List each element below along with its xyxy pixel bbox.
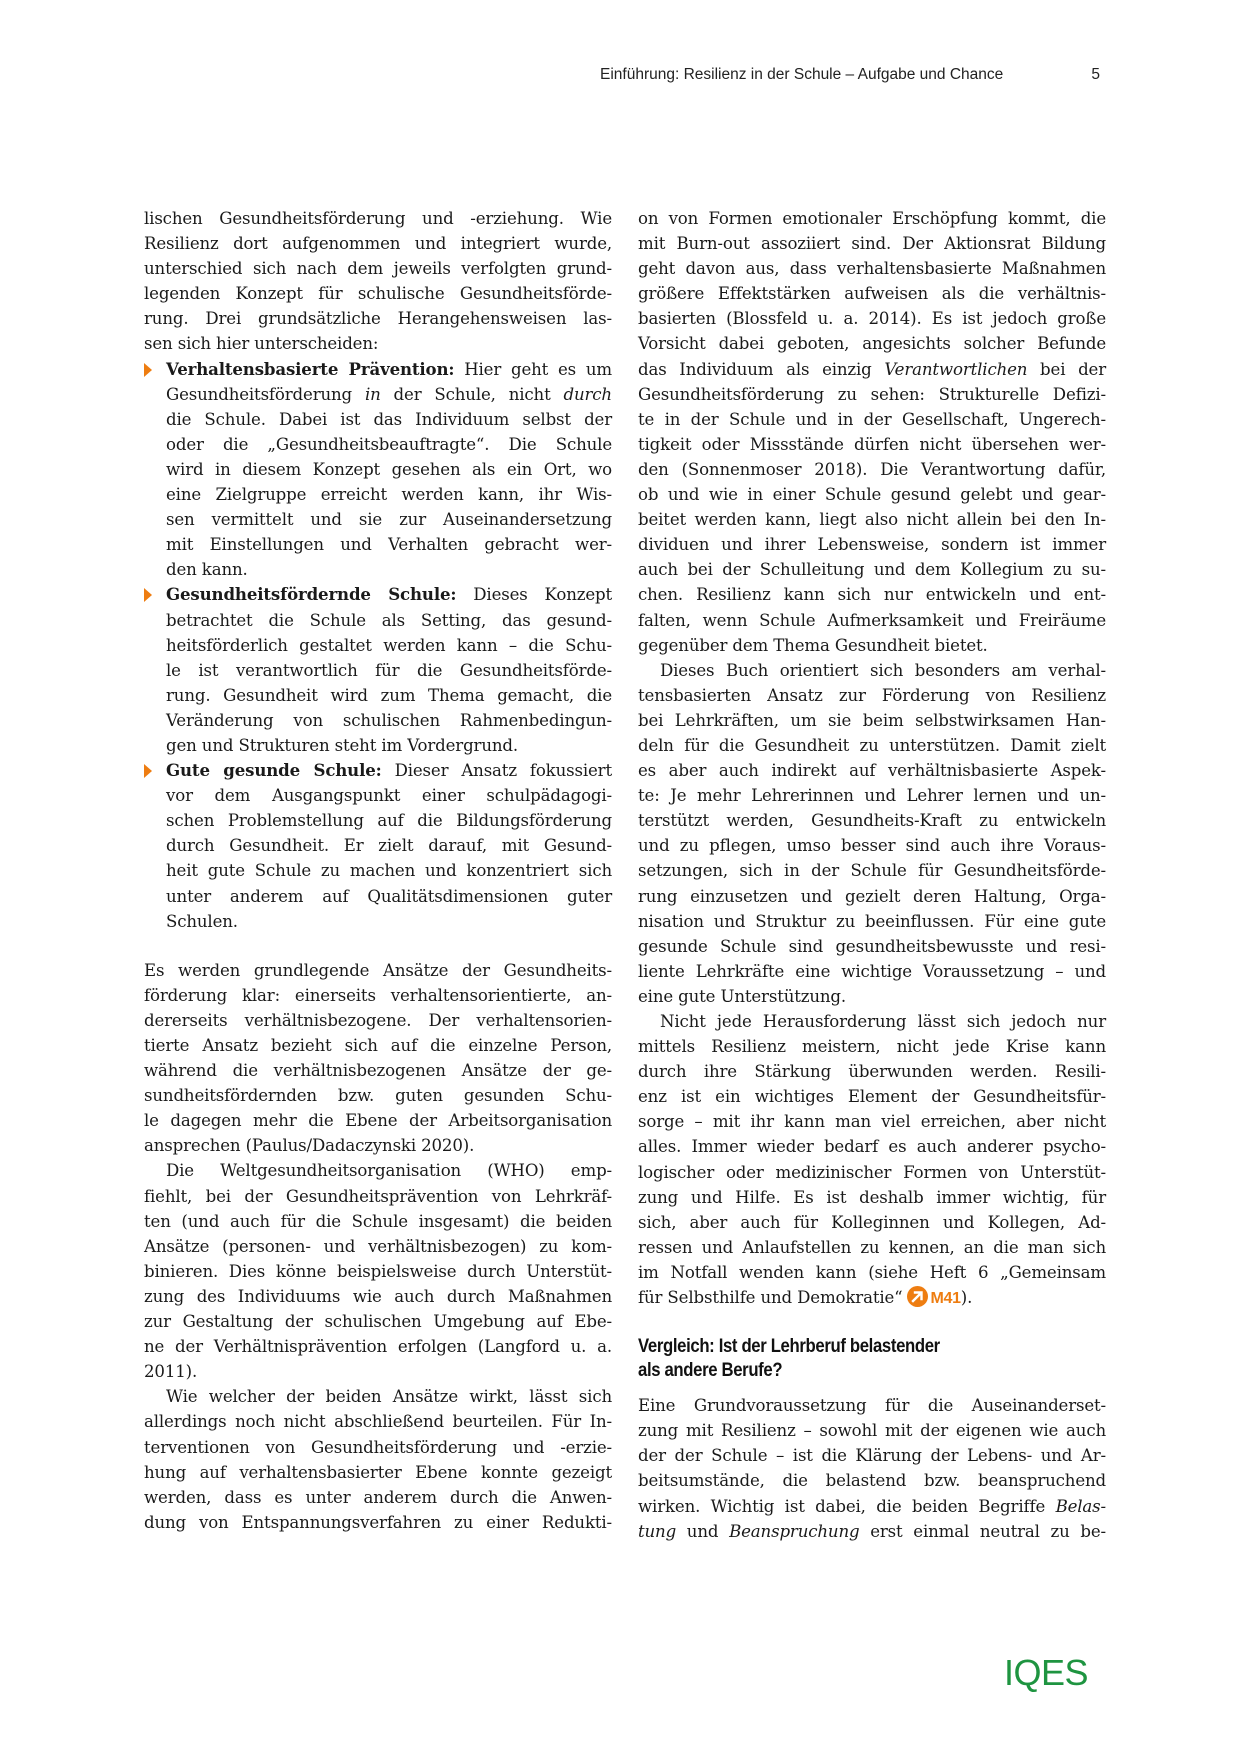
text-line: die Schule. Dabei ist das Individuum selbst der — [166, 409, 612, 429]
text-line: förderung klar: einerseits verhaltensorientierte, an- — [144, 985, 612, 1005]
text-line: Wie welcher der beiden Ansätze wirkt, lässt sich — [166, 1387, 612, 1407]
text-line: es aber auch indirekt auf verhältnisbasierte Aspek- — [638, 761, 1106, 781]
list-item-term: Gesundheitsfördernde Schule: — [166, 584, 457, 605]
text-line: Veränderung von schulischen Rahmenbedingun- — [166, 710, 612, 730]
text-line: logischer oder medizinischer Formen von Unterstüt- — [638, 1162, 1106, 1182]
text-line: Eine Grundvoraussetzung für die Auseinanderset- — [638, 1396, 1106, 1416]
text-line: während die verhältnisbezogenen Ansätze der ge- — [144, 1061, 612, 1081]
text-line: den (Sonnenmoser 2018). Die Verantwortung dafür, — [638, 459, 1106, 479]
text-line: beitsumstände, die belastend bzw. beanspruchend — [638, 1471, 1106, 1491]
right-column — [638, 206, 1106, 1544]
list-item — [144, 357, 612, 583]
text-line: zung des Individuums wie auch durch Maßnahmen — [144, 1286, 612, 1306]
text-line: oder die „Gesundheitsbeauftragte“. Die Schule — [166, 434, 612, 454]
text-line: Vorsicht dabei geboten, angesichts solcher Befunde — [638, 334, 1106, 354]
text-line: durch Gesundheit. Er zielt darauf, mit Gesund- — [166, 836, 612, 856]
triangle-bullet-icon — [144, 764, 152, 778]
text-line: unter anderem auf Qualitätsdimensionen guter — [166, 886, 612, 906]
text-line: Es werden grundlegende Ansätze der Gesundheits- — [144, 960, 612, 980]
text-line: heit gute Schule zu machen und konzentriert sich — [166, 861, 612, 881]
list-item-text: Dieser Ansatz fokussiert — [381, 761, 612, 781]
text-line: Resilienz dort aufgenommen und integriert wurde, — [144, 234, 612, 254]
left-column — [144, 206, 612, 1535]
text-line — [638, 1285, 1106, 1311]
text-line: liente Lehrkräfte eine wichtige Voraussetzung – und — [638, 961, 1106, 981]
text: das Individuum als einzig — [638, 359, 885, 379]
text-line — [144, 758, 612, 783]
emphasis: Verantwortlichen — [884, 359, 1028, 379]
text-line: mittels Resilienz meistern, nicht jede Krise kann — [638, 1037, 1106, 1057]
text: wirken. Wichtig ist dabei, die beiden Begriffe — [638, 1496, 1056, 1516]
emphasis: durch — [563, 384, 612, 404]
text-line: den kann. — [166, 560, 248, 580]
text-line: te in der Schule und in der Gesellschaft, Ungerech- — [638, 409, 1106, 429]
list-item-text: Dieses Konzept — [456, 585, 612, 605]
text-line: allerdings noch nicht abschließend beurteilen. Für In- — [144, 1412, 612, 1432]
text-line: bei Lehrkräften, um sie beim selbstwirksamen Han- — [638, 710, 1106, 730]
triangle-bullet-icon — [144, 588, 152, 602]
text-line: ne der Verhältnisprävention erfolgen (Langford u. a. — [144, 1337, 612, 1357]
text-line — [144, 357, 612, 382]
text-line: falten, wenn Schule Aufmerksamkeit und Freiräume — [638, 610, 1106, 630]
text-line: werden, dass es unter anderem durch die Anwen- — [144, 1487, 612, 1507]
text-line: ansprechen (Paulus/Dadaczynski 2020). — [144, 1136, 475, 1156]
text-line: hung auf verhaltensbasierter Ebene konnte gezeigt — [144, 1462, 612, 1482]
text: erst einmal neutral zu be- — [859, 1521, 1107, 1541]
text: Gesundheitsförderung — [166, 384, 365, 404]
text-line: sich, aber auch für Kolleginnen und Kollegen, Ad- — [638, 1212, 1106, 1232]
emphasis: Beanspruchung — [729, 1521, 860, 1541]
text-line: Schulen. — [166, 911, 238, 931]
text-line: rung einzusetzen und gezielt deren Haltung, Orga- — [638, 886, 1106, 906]
text-line: 2011). — [144, 1362, 198, 1382]
text-line — [638, 357, 1106, 382]
text-line: rung. Drei grundsätzliche Herangehensweisen las- — [144, 309, 612, 329]
text-line: ten (und auch für die Schule insgesamt) die beiden — [144, 1211, 612, 1231]
text-line: dung von Entspannungsverfahren zu einer Redukti- — [144, 1512, 612, 1532]
text-line: beitet werden kann, liegt also nicht allein bei den In- — [638, 510, 1106, 530]
text-line: chen. Resilienz kann sich nur entwickeln und ent- — [638, 585, 1106, 605]
text-line: mit Einstellungen und Verhalten gebracht wer- — [166, 535, 612, 555]
text-line: auch bei der Schulleitung und dem Kollegium zu su- — [638, 560, 1106, 580]
list-item — [144, 758, 612, 934]
text-line: zung und Hilfe. Es ist deshalb immer wichtig, für — [638, 1187, 1106, 1207]
paragraph-limits — [638, 1009, 1106, 1311]
paragraph-action-council — [638, 206, 1106, 658]
text-line: eine Zielgruppe erreicht werden kann, ihr Wis- — [166, 485, 612, 505]
emphasis: in — [364, 384, 381, 404]
material-reference-link[interactable]: M41 — [930, 1290, 961, 1308]
text-line: geht davon aus, dass verhaltensbasierte Maßnahmen — [638, 259, 1106, 279]
text-line: zung mit Resilienz – sowohl mit der eigenen wie auch — [638, 1421, 1106, 1441]
text-line: nisation und Struktur zu beeinflussen. Für eine gute — [638, 911, 1106, 931]
text-line — [144, 382, 612, 407]
text-line: ob und wie in einer Schule gesund gelebt und gear- — [638, 485, 1106, 505]
text: ). — [960, 1288, 973, 1308]
text-line: setzungen, sich in der Schule für Gesundheitsförde- — [638, 861, 1106, 881]
text-line: Dieses Buch orientiert sich besonders am verhal- — [660, 660, 1106, 680]
text: für Selbsthilfe und Demokratie“ — [638, 1288, 903, 1308]
text-line: sen sich hier unterscheiden: — [144, 334, 379, 354]
text-line: dererseits verhältnisbezogene. Der verhaltensorien- — [144, 1010, 612, 1030]
text-line: Nicht jede Herausforderung lässt sich jedoch nur — [660, 1012, 1106, 1031]
triangle-bullet-icon — [144, 363, 152, 377]
text-line: gen und Strukturen steht im Vordergrund. — [166, 735, 518, 755]
text-line: tensbasierten Ansatz zur Förderung von Resilienz — [638, 685, 1106, 705]
text: der Schule, nicht — [380, 384, 564, 404]
text-line: gesunde Schule sind gesundheitsbewusste und resi- — [638, 936, 1106, 956]
text-line: wird in diesem Konzept gesehen als ein Ort, wo — [166, 459, 612, 479]
text-line: mit Burn-out assoziiert sind. Der Aktionsrat Bildung — [638, 234, 1106, 254]
text-line: schen Problemstellung auf die Bildungsförderung — [166, 811, 612, 831]
text-line — [638, 1519, 1106, 1544]
intro-paragraph — [144, 206, 612, 357]
text-line: terstützt werden, Gesundheits-Kraft zu entwickeln — [638, 811, 1106, 831]
arrow-up-right-icon[interactable] — [907, 1286, 928, 1307]
text-line: Ansätze (personen- und verhältnisbezogen) zu kom- — [144, 1236, 612, 1256]
text-line: vor dem Ausgangspunkt einer schulpädagogi- — [166, 786, 612, 806]
section-heading: Vergleich: Ist der Lehrberuf belastender als andere Berufe? — [638, 1336, 940, 1382]
text-line: im Notfall wenden kann (siehe Heft 6 „Gemeinsam — [638, 1262, 1106, 1282]
text-line: Gesundheitsförderung zu sehen: Strukturelle Defizi- — [638, 384, 1106, 404]
text: und — [676, 1521, 730, 1541]
text-line — [144, 582, 612, 607]
text-line: on von Formen emotionaler Erschöpfung kommt, die — [638, 209, 1106, 228]
paragraph-prerequisite — [638, 1393, 1106, 1544]
list-item — [144, 582, 612, 758]
text-line: größere Effektstärken aufweisen als die verhältnis- — [638, 284, 1106, 304]
text: bei der — [1027, 359, 1106, 379]
list-item-term: Verhaltensbasierte Prävention: — [166, 358, 455, 379]
paragraph-approaches — [144, 958, 612, 1159]
text-line: ressen und Anlaufstellen zu kennen, an die man sich — [638, 1237, 1106, 1257]
text-line: terventionen von Gesundheitsförderung und -erzie- — [144, 1437, 612, 1457]
text-line: durch ihre Stärkung überwunden werden. Resili- — [638, 1062, 1106, 1082]
text-line: basierten (Blossfeld u. a. 2014). Es ist jedoch große — [638, 309, 1106, 329]
text-line: rung. Gesundheit wird zum Thema gemacht, die — [166, 685, 612, 705]
page-number: 5 — [1091, 66, 1100, 83]
text-line: legenden Konzept für schulische Gesundheitsförde- — [144, 284, 612, 304]
text-line: zur Gestaltung der schulischen Umgebung auf Ebe- — [144, 1312, 612, 1332]
text-line: und zu pflegen, umso besser sind auch ihre Voraus- — [638, 836, 1106, 856]
text-line: te: Je mehr Lehrerinnen und Lehrer lernen und un- — [638, 786, 1106, 806]
text-line: sen vermittelt und sie zur Auseinandersetzung — [166, 510, 612, 530]
text-line: tierte Ansatz bezieht sich auf die einzelne Person, — [144, 1036, 612, 1055]
emphasis: Belas- — [1055, 1496, 1106, 1516]
text-line: alles. Immer wieder bedarf es auch anderer psycho- — [638, 1137, 1106, 1157]
text-line: sundheitsfördernden bzw. guten gesunden Schu- — [144, 1086, 612, 1106]
iqes-logo: IQES — [1004, 1652, 1089, 1693]
text-line: unterschied sich nach dem jeweils verfolgten grund- — [144, 259, 612, 279]
text-line: sorge – mit ihr kann man viel erreichen, aber nicht — [638, 1112, 1106, 1132]
list-item-term: Gute gesunde Schule: — [166, 760, 382, 781]
text-line: le ist verantwortlich für die Gesundheitsförde- — [166, 660, 612, 680]
text-line: heitsförderlich gestaltet werden kann – die Schu- — [166, 635, 612, 655]
text-line: eine gute Unterstützung. — [638, 986, 847, 1006]
text-line: Die Weltgesundheitsorganisation (WHO) emp- — [166, 1161, 612, 1181]
paragraph-who — [144, 1158, 612, 1384]
text-line: enz ist ein wichtiges Element der Gesundheitsfür- — [638, 1087, 1106, 1107]
text-line — [638, 1494, 1106, 1519]
emphasis: tung — [638, 1521, 677, 1541]
text-line: binieren. Dies könne beispielsweise durch Unterstüt- — [144, 1261, 612, 1281]
paragraph-book-focus — [638, 658, 1106, 1009]
list-item-text: Hier geht es um — [454, 359, 612, 379]
text-line: tigkeit oder Missstände dürfen nicht übersehen wer- — [638, 434, 1106, 454]
text-line: der der Schule – ist die Klärung der Lebens- und Ar- — [638, 1446, 1106, 1466]
paragraph-effects — [144, 1384, 612, 1535]
text-line: lischen Gesundheitsförderung und -erziehung. Wie — [144, 209, 612, 228]
text-line: deln für die Gesundheit zu unterstützen. Damit zielt — [638, 735, 1106, 755]
running-header-title: Einführung: Resilienz in der Schule – Aufgabe und Chance — [600, 66, 1004, 83]
text-line: fiehlt, bei der Gesundheitsprävention von Lehrkräf- — [144, 1186, 612, 1206]
text-line: gegenüber dem Thema Gesundheit bietet. — [638, 635, 988, 655]
text-line: le dagegen mehr die Ebene der Arbeitsorganisation — [144, 1111, 612, 1131]
text-line: betrachtet die Schule als Setting, das gesund- — [166, 610, 612, 630]
text-line: dividuen und ihrer Lebensweise, sondern ist immer — [638, 535, 1106, 555]
approach-list — [144, 357, 612, 934]
